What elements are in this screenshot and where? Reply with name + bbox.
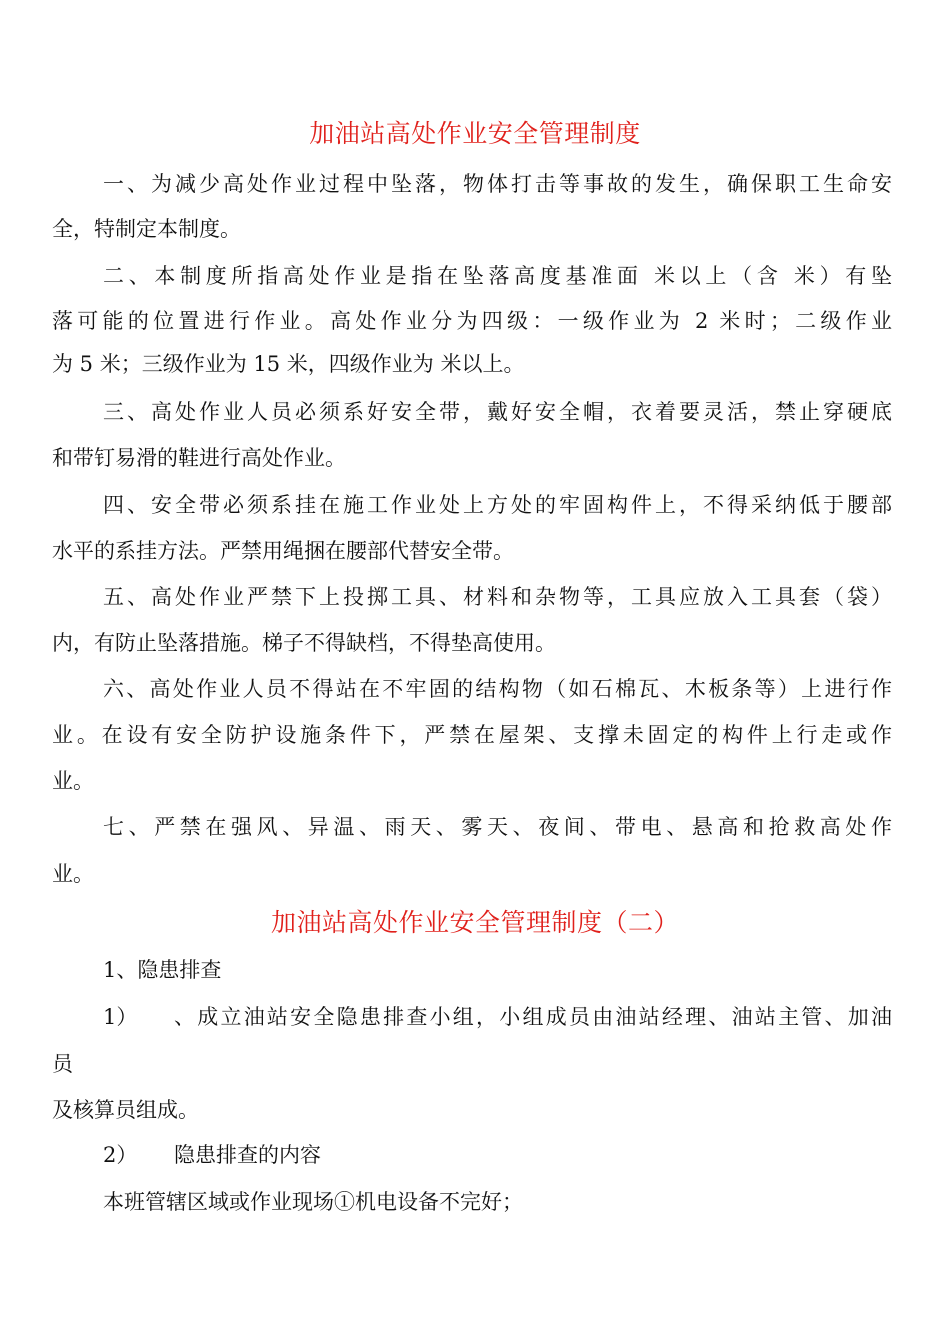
paragraph-line: 为 5 米；三级作业为 15 米，四级作业为 米以上。 <box>52 352 525 376</box>
paragraph-line: 水平的系挂方法。严禁用绳捆在腰部代替安全带。 <box>52 539 514 563</box>
list-item-wrap: 员 <box>52 1052 73 1076</box>
paragraph-line: 落可能的位置进行作业。高处作业分为四级：一级作业为 2 米时；二级作业 <box>52 309 892 333</box>
paragraph-line: 本班管辖区域或作业现场①机电设备不完好； <box>103 1190 523 1214</box>
item-number: 2） <box>103 1143 138 1167</box>
section-title: 加油站高处作业安全管理制度（二） <box>270 908 679 937</box>
paragraph-line: 业。 <box>52 862 94 886</box>
paragraph-line: 七、严禁在强风、异温、雨天、雾天、夜间、带电、悬高和抢救高处作 <box>103 815 892 839</box>
paragraph-line: 内，有防止坠落措施。梯子不得缺档，不得垫高使用。 <box>52 631 556 655</box>
paragraph-line: 二、本制度所指高处作业是指在坠落高度基准面 米以上（含 米）有坠 <box>103 264 892 288</box>
paragraph-line: 六、高处作业人员不得站在不牢固的结构物（如石棉瓦、木板条等）上进行作 <box>103 677 892 701</box>
list-item-text: 、成立油站安全隐患排查小组，小组成员由油站经理、油站主管、加油 <box>174 1005 892 1029</box>
paragraph-line: 全，特制定本制度。 <box>52 217 241 241</box>
document-title: 加油站高处作业安全管理制度 <box>309 119 641 148</box>
paragraph-line: 三、高处作业人员必须系好安全带，戴好安全帽，衣着要灵活，禁止穿硬底 <box>103 400 892 424</box>
paragraph-line: 一、为减少高处作业过程中坠落，物体打击等事故的发生，确保职工生命安 <box>103 172 892 196</box>
paragraph-line: 业。在设有安全防护设施条件下，严禁在屋架、支撑未固定的构件上行走或作 <box>52 723 892 747</box>
list-item-text: 隐患排查的内容 <box>174 1143 321 1167</box>
paragraph-line: 和带钉易滑的鞋进行高处作业。 <box>52 446 346 470</box>
paragraph-line: 四、安全带必须系挂在施工作业处上方处的牢固构件上，不得采纳低于腰部 <box>103 493 892 517</box>
paragraph-line: 业。 <box>52 769 94 793</box>
paragraph-line: 五、高处作业严禁下上投掷工具、材料和杂物等，工具应放入工具套（袋） <box>103 585 892 609</box>
item-number: 1） <box>103 1005 138 1029</box>
list-item-continuation: 及核算员组成。 <box>52 1098 199 1122</box>
section-heading: 1、隐患排查 <box>103 958 222 982</box>
